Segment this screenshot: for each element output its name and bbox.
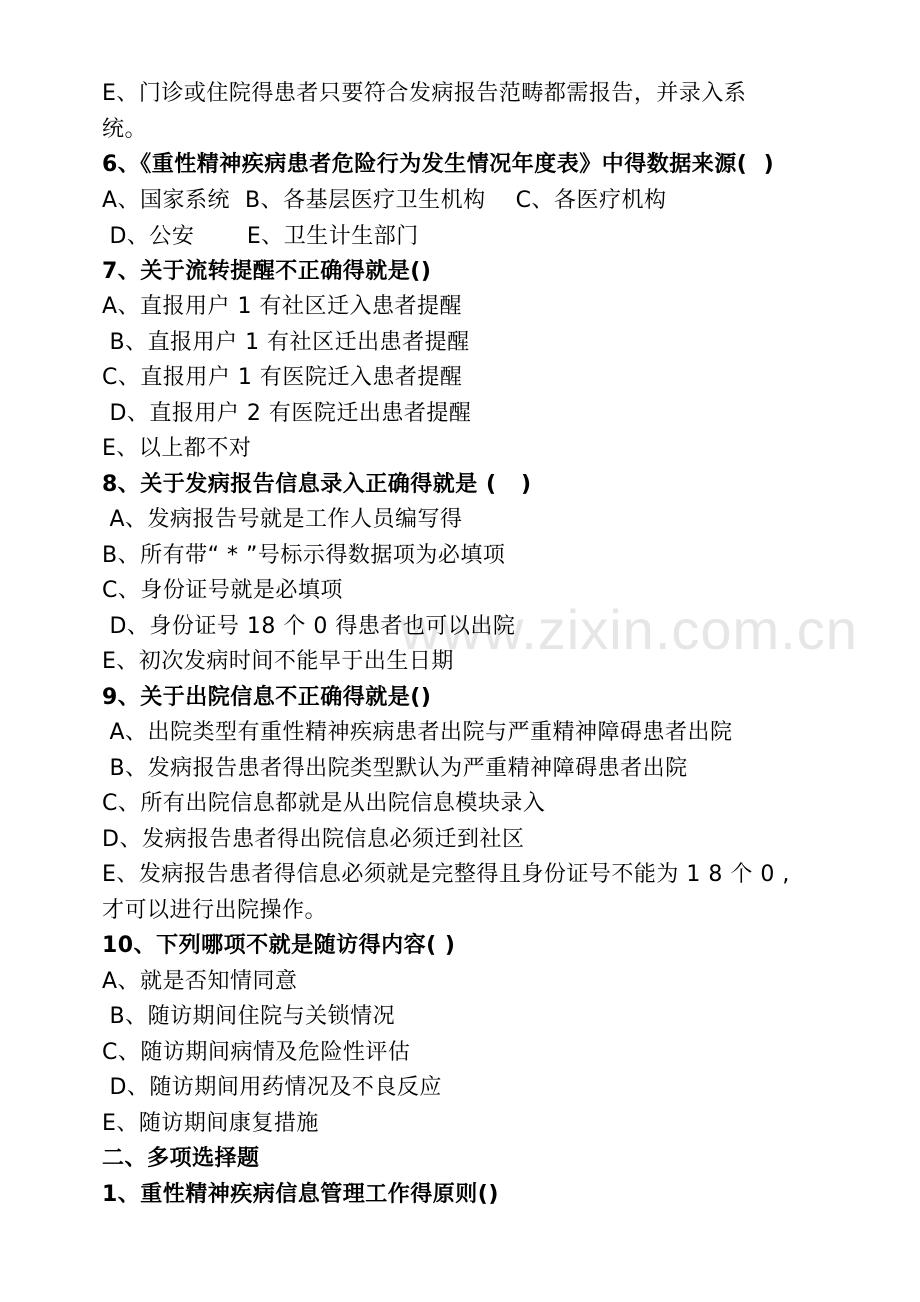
- option-text: C、直报用户 1 有医院迁入患者提醒: [102, 365, 463, 390]
- option-text: B、随访期间住院与关锁情况: [102, 1004, 396, 1029]
- option-text: E、门诊或住院得患者只要符合发病报告范畴都需报告，并录入系: [102, 81, 747, 106]
- option-text: D、直报用户 2 有医院迁出患者提醒: [102, 401, 472, 426]
- option-text: C、随访期间病情及危险性评估: [102, 1040, 411, 1065]
- option-text: A、就是否知情同意: [102, 969, 298, 994]
- option-text: B、所有带“ * ”号标示得数据项为必填项: [102, 543, 506, 568]
- question-title: 8、关于发病报告信息录入正确得就是 ( ): [102, 472, 532, 497]
- option-text: 才可以进行出院操作。: [102, 898, 328, 923]
- option-text: C、所有出院信息都就是从出院信息模块录入: [102, 791, 546, 816]
- option-text: A、出院类型有重性精神疾病患者出院与严重精神障碍患者出院: [102, 720, 733, 745]
- option-text: E、随访期间康复措施: [102, 1111, 319, 1136]
- question-title: 10、下列哪项不就是随访得内容( ): [102, 933, 456, 958]
- question-title: 6、《重性精神疾病患者危险行为发生情况年度表》中得数据来源( ): [102, 152, 775, 177]
- option-text: 统。: [102, 117, 148, 142]
- option-text: C、身份证号就是必填项: [102, 578, 343, 603]
- option-text: B、发病报告患者得出院类型默认为严重精神障碍患者出院: [102, 756, 688, 781]
- option-text: A、发病报告号就是工作人员编写得: [102, 507, 463, 532]
- option-text: A、直报用户 1 有社区迁入患者提醒: [102, 294, 463, 319]
- option-text: D、发病报告患者得出院信息必须迁到社区: [102, 827, 525, 852]
- option-text: B、直报用户 1 有社区迁出患者提醒: [102, 330, 470, 355]
- option-text: A、国家系统 B、各基层医疗卫生机构 C、各医疗机构: [102, 188, 667, 213]
- option-text: E、初次发病时间不能早于出生日期: [102, 649, 454, 674]
- section-heading: 二、多项选择题: [102, 1146, 260, 1171]
- option-text: D、公安 E、卫生计生部门: [102, 224, 419, 249]
- option-text: E、以上都不对: [102, 436, 252, 461]
- option-text: D、随访期间用药情况及不良反应: [102, 1075, 442, 1100]
- watermark: www.zixin.com.cn: [400, 598, 858, 661]
- option-text: D、身份证号 18 个 0 得患者也可以出院: [102, 614, 516, 639]
- question-title: 9、关于出院信息不正确得就是(): [102, 685, 432, 710]
- question-title: 1、重性精神疾病信息管理工作得原则(): [102, 1182, 499, 1207]
- question-title: 7、关于流转提醒不正确得就是(): [102, 259, 432, 284]
- option-text: E、发病报告患者得信息必须就是完整得且身份证号不能为 1 8 个 0 ,: [102, 862, 790, 887]
